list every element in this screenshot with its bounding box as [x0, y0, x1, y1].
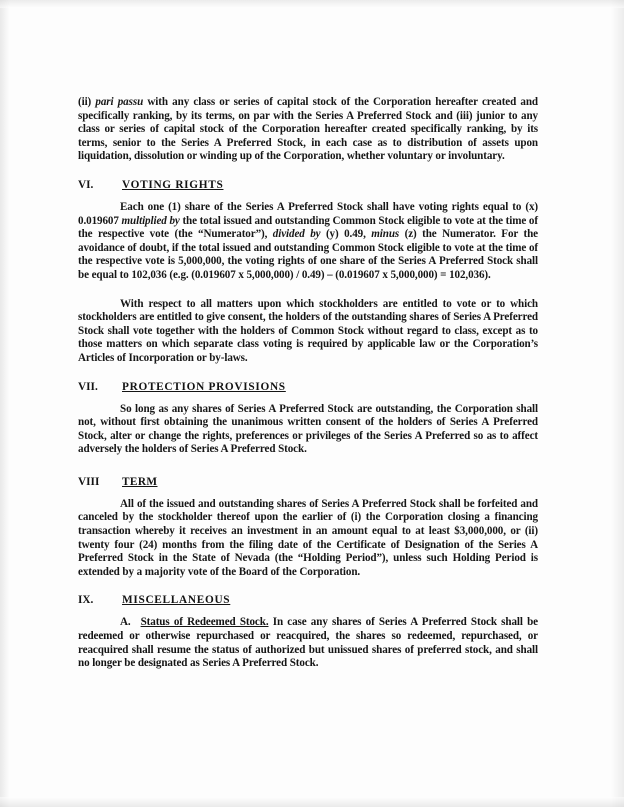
section-title: MISCELLANEOUS: [122, 594, 231, 607]
text-run-italic: divided by: [272, 228, 321, 241]
text-run-italic: multiplied by: [121, 214, 180, 227]
text-run: All of the issued and outstanding shares of Series A Preferred Stock shall be forfeited and canceled by the stockholder thereof upon the earlier of (i) the Corporation closing a financing transaction whereby it receives an investment in an amount equal to at least $3,000,000, or (ii) twenty four (24) months from the filing date of the Certificate of Designation of the Series A Preferred Stock in the State of Nevada (the “Holding Period”), unless such Holding Period is extended by a majority vote of the Board of the Corporation.: [78, 497, 538, 578]
scan-edge-top: [0, 0, 624, 8]
paragraph-voting-rights-formula: [78, 201, 538, 283]
subsection-title: Status of Redeemed Stock.: [140, 616, 269, 629]
paragraph-protection-provisions: [78, 403, 538, 457]
text-run-italic: pari passu: [95, 96, 144, 108]
subsection-status-of-redeemed-stock: [78, 616, 538, 670]
section-heading-protection-provisions: [78, 381, 538, 393]
paragraph-pari-passu: [78, 96, 538, 164]
section-number: VII.: [78, 380, 98, 393]
subsection-body: In case any shares of Series A Preferred Stock shall be redeemed or otherwise repurchased or reacquired, the shares so redeemed, repurchased, or reacquired shall resume the status of authorized but unissued shares of preferred stock, and shall no longer be designated as Series A Preferred Stock.: [78, 616, 538, 670]
text-run: So long as any shares of Series A Preferred Stock are outstanding, the Corporation shall not, without first obtaining the unanimous written consent of the holders of Series A Preferred Stock, alter or change the rights, preferences or privileges of the Series A Preferred so as to affect adversely the holders of Series A Preferred Stock.: [78, 402, 538, 456]
text-run: Each one (1) share of the Series A Preferred Stock shall have voting rights equal to (x) 0.019607: [78, 200, 538, 227]
section-heading-voting-rights: [78, 179, 538, 191]
text-run: (y) 0.49,: [320, 228, 372, 241]
document-body: [78, 96, 538, 681]
text-run: the total issued and outstanding Common Stock eligible to vote at the time of the respective vote (the “Numerator”),: [78, 214, 538, 241]
text-run: With respect to all matters upon which stockholders are entitled to vote or to which stockholders are entitled to give consent, the holders of the outstanding shares of Series A Preferred Stock shall vote together with the holders of Common Stock without regard to class, except as to those matters on which separate class voting is required by applicable law or the Corporation’s Articles of Incorporation or by-laws.: [78, 297, 538, 364]
section-heading-miscellaneous: [78, 594, 538, 606]
section-title: PROTECTION PROVISIONS: [122, 380, 286, 393]
scan-edge-right: [610, 0, 624, 807]
text-run-italic: minus: [371, 228, 400, 241]
section-heading-term: [78, 476, 538, 488]
section-title: TERM: [122, 475, 158, 488]
section-number: IX.: [78, 594, 94, 607]
text-run: with any class or series of capital stock of the Corporation hereafter created and specifically ranking, by its terms, on par with the Series A Preferred Stock and (iii) junior to any class or series of capital stock of the Corporation hereafter created specifically ranking, by its terms, senior to the Series A Preferred Stock, in each case as to distribution of assets upon liquidation, dissolution or winding up of the Corporation, whether voluntary or involuntary.: [78, 96, 539, 163]
text-run: (z) the Numerator. For the avoidance of doubt, if the total issued and outstanding Common Stock eligible to vote at the time of the respective vote is 5,000,000, the voting rights of one share of the Series A Preferred Stock shall be equal to 102,036 (e.g. (0.019607 x 5,000,000) / 0.49) – (0.019607 x 5,000,000) = 102,036).: [78, 228, 538, 281]
section-number: VIII: [78, 475, 100, 488]
scan-edge-left: [0, 0, 10, 807]
subsection-letter: A.: [120, 616, 131, 629]
scan-edge-bottom: [0, 797, 624, 807]
paragraph-term: [78, 498, 538, 580]
paragraph-voting-together: [78, 298, 538, 366]
section-number: VI.: [78, 178, 94, 191]
text-run: (ii): [78, 96, 96, 108]
section-title: VOTING RIGHTS: [122, 178, 224, 191]
